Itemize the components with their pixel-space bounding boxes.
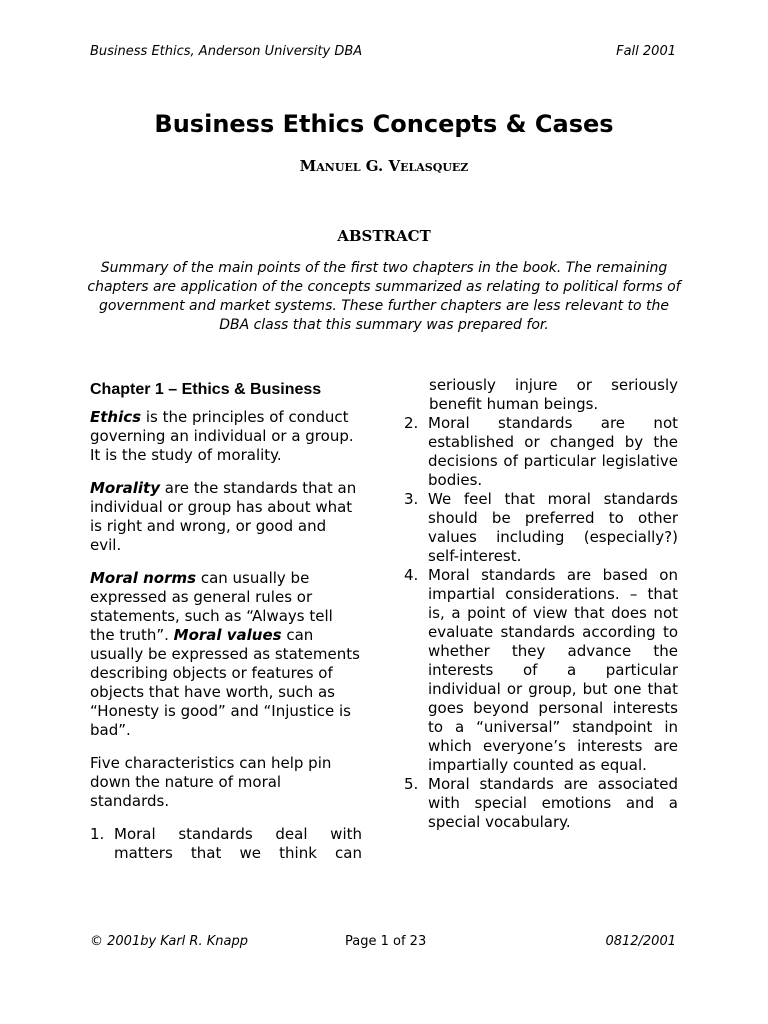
list-text: Moral standards are based on impartial considerations. – that is, a point of view that does not evaluate standards according to whether they advance the interests of a particular individual or group, but one that goes beyond personal interests to a “universal” standpoint in which everyone’s interests are impartially counted as equal. xyxy=(428,566,678,774)
list-number: 2. xyxy=(404,414,419,432)
right-column xyxy=(404,376,678,832)
abstract-heading: ABSTRACT xyxy=(337,227,431,245)
list-item xyxy=(404,414,678,490)
ethics-def-text: is the principles of conduct governing an individual or a group. It is the study of morality. xyxy=(90,408,354,464)
list-number: 4. xyxy=(404,566,419,584)
morality-definition xyxy=(90,479,362,555)
list-number: 5. xyxy=(404,775,419,793)
list-number: 1. xyxy=(90,825,105,843)
ethics-definition xyxy=(90,408,362,465)
morality-term: Morality xyxy=(90,479,160,497)
ethics-term: Ethics xyxy=(90,408,142,426)
list-item xyxy=(404,490,678,566)
characteristics-list-part-a xyxy=(90,825,362,863)
five-characteristics-intro: Five characteristics can help pin down the nature of moral standards. xyxy=(90,754,332,810)
chapter-heading: Chapter 1 – Ethics & Business xyxy=(90,381,322,398)
list-item xyxy=(404,775,678,832)
header-left: Business Ethics, Anderson University DBA xyxy=(90,44,363,59)
header-right: Fall 2001 xyxy=(616,44,676,59)
moral-norms-term: Moral norms xyxy=(90,569,197,587)
norms-values-definition xyxy=(90,569,362,740)
list-item xyxy=(90,825,362,863)
morality-def-text: are the standards that an individual or group has about what is right and wrong, or good and evil. xyxy=(90,479,357,554)
list-text: Moral standards deal with matters that we think can xyxy=(114,825,362,862)
list-text: Moral standards are associated with special emotions and a special vocabulary. xyxy=(428,775,678,831)
left-column xyxy=(90,380,362,863)
footer-date: 0812/2001 xyxy=(605,934,676,949)
footer-page-number: Page 1 of 23 xyxy=(345,934,427,949)
list-number: 3. xyxy=(404,490,419,508)
characteristics-list-part-b xyxy=(404,414,678,832)
moral-values-term: Moral values xyxy=(173,626,282,644)
moral-values-def-text: can usually be expressed as statements describing objects or features of objects that have worth, such as “Honesty is good” and “Injustice is bad”. xyxy=(90,626,360,739)
document-title: Business Ethics Concepts & Cases xyxy=(154,110,614,138)
list-text: We feel that moral standards should be preferred to other values including (especially?) self-interest. xyxy=(428,490,678,565)
list-item-continuation: seriously injure or seriously benefit human beings. xyxy=(429,376,678,413)
list-text: Moral standards are not established or changed by the decisions of particular legislative bodies. xyxy=(428,414,678,489)
list-item xyxy=(404,566,678,775)
footer-copyright: © 2001by Karl R. Knapp xyxy=(90,934,248,949)
moral-norms-def-text: can usually be expressed as general rules or statements, such as “Always tell the truth”. xyxy=(90,569,333,644)
author-name: Manuel G. Velasquez xyxy=(299,157,469,175)
abstract-text: Summary of the main points of the first two chapters in the book. The remaining chapters are application of the concepts summarized as relating to political forms of government and market systems. These further chapters are less relevant to the DBA class that this summary was prepared for. xyxy=(87,260,681,333)
